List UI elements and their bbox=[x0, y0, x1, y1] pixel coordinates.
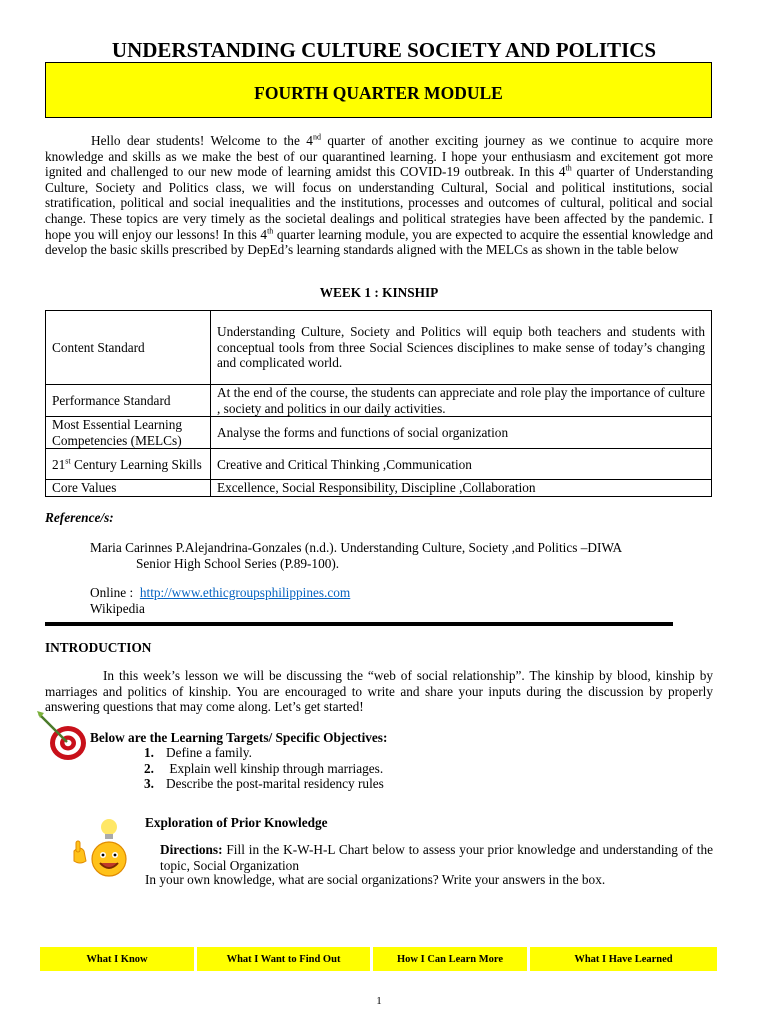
kwhl-header-find-out: What I Want to Find Out bbox=[197, 947, 370, 971]
module-label: FOURTH QUARTER MODULE bbox=[254, 83, 503, 103]
module-banner bbox=[45, 62, 712, 118]
table-row bbox=[46, 311, 712, 385]
row-label: Most Essential Learning Competencies (MELCs) bbox=[46, 417, 211, 449]
exploration-heading: Exploration of Prior Knowledge bbox=[145, 815, 328, 830]
row-value: Analyse the forms and functions of social organization bbox=[211, 417, 712, 449]
table-row bbox=[46, 417, 712, 449]
target-dart-icon bbox=[35, 710, 91, 762]
row-value: Creative and Critical Thinking ,Communication bbox=[211, 449, 712, 480]
references-heading: Reference/s: bbox=[45, 510, 114, 525]
standards-table bbox=[45, 310, 712, 497]
kwhl-header-learn-more: How I Can Learn More bbox=[373, 947, 527, 971]
row-label: Content Standard bbox=[46, 311, 211, 385]
directions-text: Directions: Fill in the K-W-H-L Chart below to assess your prior knowledge and understanding of the topic, Social Organization bbox=[160, 842, 713, 873]
kwhl-header-learned: What I Have Learned bbox=[530, 947, 717, 971]
row-value: Understanding Culture, Society and Politics will equip both teachers and students with conceptual tools from three Social Sciences disciplines to make sense of today’s changing and complicated world. bbox=[211, 311, 712, 385]
table-row bbox=[46, 480, 712, 497]
intro-paragraph: Hello dear students! Welcome to the 4nd quarter of another exciting journey as we continue to acquire more knowledge and skills as we make the best of our quarantined learning. I hope your enthusiasm and excitement got more ignited and challenged to our new mode of learning amidst this COVID-19 outbreak. In this 4th quarter of Understanding Culture, Society and Politics class, we will focus on understanding Cultural, Social and political institutions, social stratification, political and social inequalities and the institutions, processes and outcomes of cultural, political and social change. These topics are very timely as the societal dealings and political strategies have been affected by the pandemic. I hope you will enjoy our lessons! In this 4th quarter learning module, you are expected to acquire the essential knowledge and develop the basic skills prescribed by DepEd’s learning standards aligned with the MELCs as shown in the table below bbox=[45, 132, 714, 258]
introduction-heading: INTRODUCTION bbox=[45, 640, 152, 655]
ethicgroups-link[interactable]: http://www.ethicgroupsphilippines.com bbox=[139, 585, 351, 600]
learning-targets-heading: Below are the Learning Targets/ Specific Objectives: bbox=[90, 730, 388, 745]
list-item: 3. Describe the post-marital residency rules bbox=[144, 776, 384, 792]
document-title: UNDERSTANDING CULTURE SOCIETY AND POLITICS bbox=[111, 38, 657, 62]
learning-targets-list bbox=[144, 745, 384, 792]
row-label: 21st Century Learning Skills bbox=[46, 449, 211, 480]
list-item: 1. Define a family. bbox=[144, 745, 252, 760]
smiley-lightbulb-icon bbox=[62, 815, 132, 880]
online-references bbox=[90, 585, 350, 616]
kwhl-header-row bbox=[40, 947, 717, 971]
table-row bbox=[46, 449, 712, 480]
row-value: At the end of the course, the students can appreciate and role play the importance of culture , society and politics in our daily activities. bbox=[211, 385, 712, 417]
wikipedia-reference: Wikipedia bbox=[90, 600, 145, 616]
week-title: WEEK 1 : KINSHIP bbox=[319, 285, 439, 300]
row-label: Core Values bbox=[46, 480, 211, 497]
exploration-question: In your own knowledge, what are social organizations? Write your answers in the box. bbox=[145, 872, 606, 887]
introduction-paragraph: In this week’s lesson we will be discussing the “web of social relationship”. The kinship by blood, kinship by marriages and politics of kinship. You are encouraged to write and share your inputs during the discussion by properly answering questions that may come along. Let’s get started! bbox=[45, 668, 713, 715]
kwhl-header-know: What I Know bbox=[40, 947, 194, 971]
table-row bbox=[46, 385, 712, 417]
page-number: 1 bbox=[376, 995, 382, 1007]
row-label: Performance Standard bbox=[46, 385, 211, 417]
list-item: 2. Explain well kinship through marriages. bbox=[144, 760, 384, 776]
reference-citation: Maria Carinnes P.Alejandrina-Gonzales (n.d.). Understanding Culture, Society ,and Politics –DIWA Senior High School Series (P.89-100). bbox=[90, 540, 623, 571]
row-value: Excellence, Social Responsibility, Discipline ,Collaboration bbox=[211, 480, 712, 497]
online-label: Online : bbox=[90, 585, 134, 600]
section-divider bbox=[45, 622, 673, 626]
